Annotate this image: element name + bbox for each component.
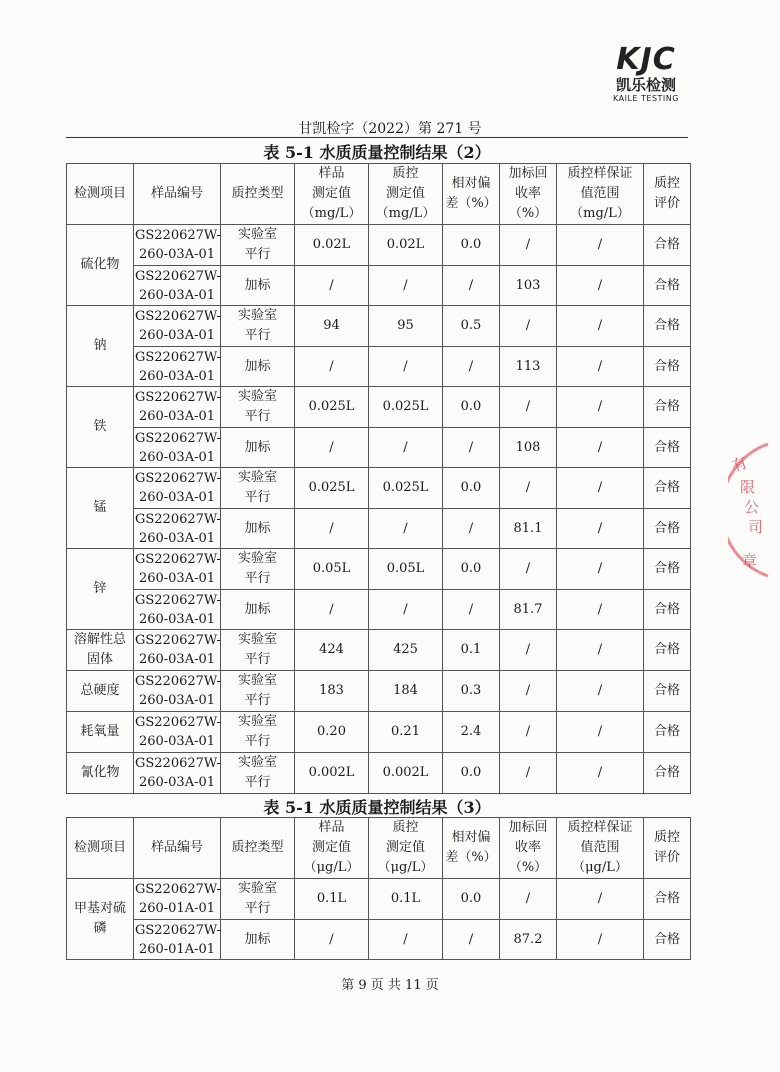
test-item: 硫化物	[67, 225, 134, 306]
table-title-3: 表 5-1 水质质量控制结果（3）	[263, 798, 491, 817]
table-row	[67, 225, 691, 266]
sample-id: GS220627W- 260-03A-01	[134, 225, 221, 266]
sample-id: GS220627W- 260-03A-01	[134, 306, 221, 347]
qc-evaluation: 合格	[644, 753, 691, 794]
spike-recovery: 81.7	[500, 590, 557, 630]
qc-evaluation: 合格	[644, 428, 691, 468]
sample-value: 94	[295, 306, 369, 347]
relative-deviation: /	[443, 266, 500, 306]
spike-recovery: /	[500, 671, 557, 712]
qc-evaluation: 合格	[644, 509, 691, 549]
table-row	[67, 590, 691, 630]
qc-evaluation: 合格	[644, 468, 691, 509]
test-item: 耗氧量	[67, 712, 134, 753]
qc-range: /	[557, 509, 644, 549]
sample-id: GS220627W- 260-01A-01	[134, 920, 221, 960]
sample-value: 0.02L	[295, 225, 369, 266]
test-item: 溶解性总 固体	[67, 630, 134, 671]
column-header: 样品 测定值 （μg/L）	[295, 818, 369, 879]
header-divider	[66, 137, 688, 138]
company-logo	[600, 44, 692, 103]
table-row	[67, 920, 691, 960]
qc-range: /	[557, 920, 644, 960]
spike-recovery: /	[500, 753, 557, 794]
qc-type: 实验室 平行	[221, 549, 295, 590]
sample-value: 0.1L	[295, 879, 369, 920]
table-row	[67, 630, 691, 671]
spike-recovery: 108	[500, 428, 557, 468]
relative-deviation: 0.0	[443, 225, 500, 266]
qc-range: /	[557, 468, 644, 509]
relative-deviation: 0.0	[443, 387, 500, 428]
qc-type: 实验室 平行	[221, 225, 295, 266]
qc-value: /	[369, 347, 443, 387]
spike-recovery: /	[500, 549, 557, 590]
sample-value: /	[295, 266, 369, 306]
sample-value: 424	[295, 630, 369, 671]
spike-recovery: 103	[500, 266, 557, 306]
qc-type: 加标	[221, 590, 295, 630]
sample-id: GS220627W- 260-03A-01	[134, 468, 221, 509]
qc-range: /	[557, 630, 644, 671]
test-item: 锌	[67, 549, 134, 630]
page-number: 第 9 页 共 11 页	[341, 978, 439, 993]
sample-id: GS220627W- 260-03A-01	[134, 387, 221, 428]
qc-range: /	[557, 428, 644, 468]
sample-id: GS220627W- 260-03A-01	[134, 590, 221, 630]
column-header: 检测项目	[67, 818, 134, 879]
sample-id: GS220627W- 260-03A-01	[134, 712, 221, 753]
test-item: 甲基对硫 磷	[67, 879, 134, 960]
qc-range: /	[557, 347, 644, 387]
qc-range: /	[557, 549, 644, 590]
relative-deviation: 0.1	[443, 630, 500, 671]
qc-evaluation: 合格	[644, 920, 691, 960]
column-header: 质控样保证 值范围 （μg/L）	[557, 818, 644, 879]
qc-value: /	[369, 509, 443, 549]
table-row	[67, 468, 691, 509]
table-title-2: 表 5-1 水质质量控制结果（2）	[263, 143, 491, 162]
relative-deviation: /	[443, 920, 500, 960]
svg-text:公: 公	[744, 498, 760, 516]
qc-range: /	[557, 879, 644, 920]
column-header: 质控样保证 值范围 （mg/L）	[557, 164, 644, 225]
qc-range: /	[557, 590, 644, 630]
table-header-row	[67, 164, 691, 225]
spike-recovery: 87.2	[500, 920, 557, 960]
qc-type: 加标	[221, 266, 295, 306]
column-header: 样品编号	[134, 818, 221, 879]
spike-recovery: /	[500, 468, 557, 509]
sample-value: /	[295, 509, 369, 549]
qc-value: 95	[369, 306, 443, 347]
sample-value: /	[295, 347, 369, 387]
logo-chinese-name: 凯乐检测	[615, 76, 676, 94]
qc-table-3	[66, 817, 691, 960]
relative-deviation: 2.4	[443, 712, 500, 753]
spike-recovery: /	[500, 306, 557, 347]
relative-deviation: /	[443, 428, 500, 468]
qc-value: /	[369, 428, 443, 468]
sample-value: 183	[295, 671, 369, 712]
qc-type: 实验室 平行	[221, 306, 295, 347]
qc-value: 0.05L	[369, 549, 443, 590]
spike-recovery: /	[500, 712, 557, 753]
column-header: 质控类型	[221, 164, 295, 225]
sample-id: GS220627W- 260-03A-01	[134, 753, 221, 794]
qc-type: 加标	[221, 509, 295, 549]
relative-deviation: 0.0	[443, 549, 500, 590]
table-row	[67, 347, 691, 387]
svg-text:章: 章	[742, 552, 758, 570]
qc-type: 加标	[221, 920, 295, 960]
spike-recovery: /	[500, 387, 557, 428]
test-item: 钠	[67, 306, 134, 387]
column-header: 质控 测定值 （mg/L）	[369, 164, 443, 225]
qc-evaluation: 合格	[644, 590, 691, 630]
table-row	[67, 387, 691, 428]
qc-type: 实验室 平行	[221, 753, 295, 794]
qc-range: /	[557, 225, 644, 266]
table-row	[67, 266, 691, 306]
logo-mark: KJC	[616, 42, 676, 77]
table-row	[67, 712, 691, 753]
table-row	[67, 753, 691, 794]
relative-deviation: /	[443, 347, 500, 387]
column-header: 加标回 收率 （%）	[500, 818, 557, 879]
qc-value: /	[369, 920, 443, 960]
table-row	[67, 509, 691, 549]
qc-type: 实验室 平行	[221, 468, 295, 509]
qc-value: 425	[369, 630, 443, 671]
qc-evaluation: 合格	[644, 549, 691, 590]
sample-id: GS220627W- 260-03A-01	[134, 509, 221, 549]
qc-type: 实验室 平行	[221, 387, 295, 428]
sample-id: GS220627W- 260-03A-01	[134, 347, 221, 387]
test-item: 铁	[67, 387, 134, 468]
sample-value: 0.05L	[295, 549, 369, 590]
document-number: 甘凯检字（2022）第 271 号	[298, 121, 482, 137]
table-row	[67, 306, 691, 347]
qc-value: 0.025L	[369, 468, 443, 509]
table-row	[67, 428, 691, 468]
spike-recovery: /	[500, 225, 557, 266]
column-header: 样品编号	[134, 164, 221, 225]
qc-value: 0.21	[369, 712, 443, 753]
qc-evaluation: 合格	[644, 225, 691, 266]
table-row	[67, 671, 691, 712]
qc-range: /	[557, 306, 644, 347]
test-item: 锰	[67, 468, 134, 549]
logo-english-name: KAILE TESTING	[613, 94, 679, 103]
relative-deviation: 0.0	[443, 753, 500, 794]
test-item: 氰化物	[67, 753, 134, 794]
table-header-row	[67, 818, 691, 879]
sample-value: 0.025L	[295, 387, 369, 428]
column-header: 加标回 收率 （%）	[500, 164, 557, 225]
sample-id: GS220627W- 260-03A-01	[134, 266, 221, 306]
relative-deviation: /	[443, 590, 500, 630]
qc-type: 实验室 平行	[221, 712, 295, 753]
qc-type: 实验室 平行	[221, 630, 295, 671]
test-item: 总硬度	[67, 671, 134, 712]
qc-value: 0.02L	[369, 225, 443, 266]
relative-deviation: 0.5	[443, 306, 500, 347]
svg-text:限: 限	[740, 478, 756, 496]
qc-value: 0.025L	[369, 387, 443, 428]
column-header: 质控 评价	[644, 164, 691, 225]
qc-range: /	[557, 712, 644, 753]
spike-recovery: /	[500, 630, 557, 671]
qc-range: /	[557, 753, 644, 794]
qc-value: 184	[369, 671, 443, 712]
column-header: 质控 测定值 （μg/L）	[369, 818, 443, 879]
qc-range: /	[557, 266, 644, 306]
sample-value: 0.002L	[295, 753, 369, 794]
qc-value: 0.002L	[369, 753, 443, 794]
column-header: 相对偏 差（%）	[443, 818, 500, 879]
column-header: 检测项目	[67, 164, 134, 225]
qc-evaluation: 合格	[644, 630, 691, 671]
sample-id: GS220627W- 260-01A-01	[134, 879, 221, 920]
column-header: 样品 测定值 （mg/L）	[295, 164, 369, 225]
qc-value: 0.1L	[369, 879, 443, 920]
sample-value: /	[295, 590, 369, 630]
sample-id: GS220627W- 260-03A-01	[134, 630, 221, 671]
qc-range: /	[557, 671, 644, 712]
qc-evaluation: 合格	[644, 347, 691, 387]
table-row	[67, 879, 691, 920]
sample-value: /	[295, 428, 369, 468]
qc-evaluation: 合格	[644, 266, 691, 306]
qc-type: 加标	[221, 347, 295, 387]
qc-value: /	[369, 266, 443, 306]
spike-recovery: 81.1	[500, 509, 557, 549]
company-seal-stamp	[728, 440, 780, 580]
sample-id: GS220627W- 260-03A-01	[134, 671, 221, 712]
relative-deviation: 0.0	[443, 468, 500, 509]
spike-recovery: /	[500, 879, 557, 920]
sample-value: 0.20	[295, 712, 369, 753]
qc-evaluation: 合格	[644, 306, 691, 347]
column-header: 相对偏 差（%）	[443, 164, 500, 225]
qc-table-2	[66, 163, 691, 794]
spike-recovery: 113	[500, 347, 557, 387]
column-header: 质控 评价	[644, 818, 691, 879]
column-header: 质控类型	[221, 818, 295, 879]
qc-evaluation: 合格	[644, 387, 691, 428]
relative-deviation: 0.3	[443, 671, 500, 712]
sample-id: GS220627W- 260-03A-01	[134, 549, 221, 590]
relative-deviation: 0.0	[443, 879, 500, 920]
svg-text:司: 司	[748, 518, 764, 536]
qc-evaluation: 合格	[644, 712, 691, 753]
qc-evaluation: 合格	[644, 671, 691, 712]
svg-text:有: 有	[729, 453, 750, 476]
table-row	[67, 549, 691, 590]
qc-type: 实验室 平行	[221, 671, 295, 712]
sample-value: /	[295, 920, 369, 960]
qc-value: /	[369, 590, 443, 630]
qc-type: 实验室 平行	[221, 879, 295, 920]
qc-evaluation: 合格	[644, 879, 691, 920]
relative-deviation: /	[443, 509, 500, 549]
sample-value: 0.025L	[295, 468, 369, 509]
qc-type: 加标	[221, 428, 295, 468]
sample-id: GS220627W- 260-03A-01	[134, 428, 221, 468]
qc-range: /	[557, 387, 644, 428]
